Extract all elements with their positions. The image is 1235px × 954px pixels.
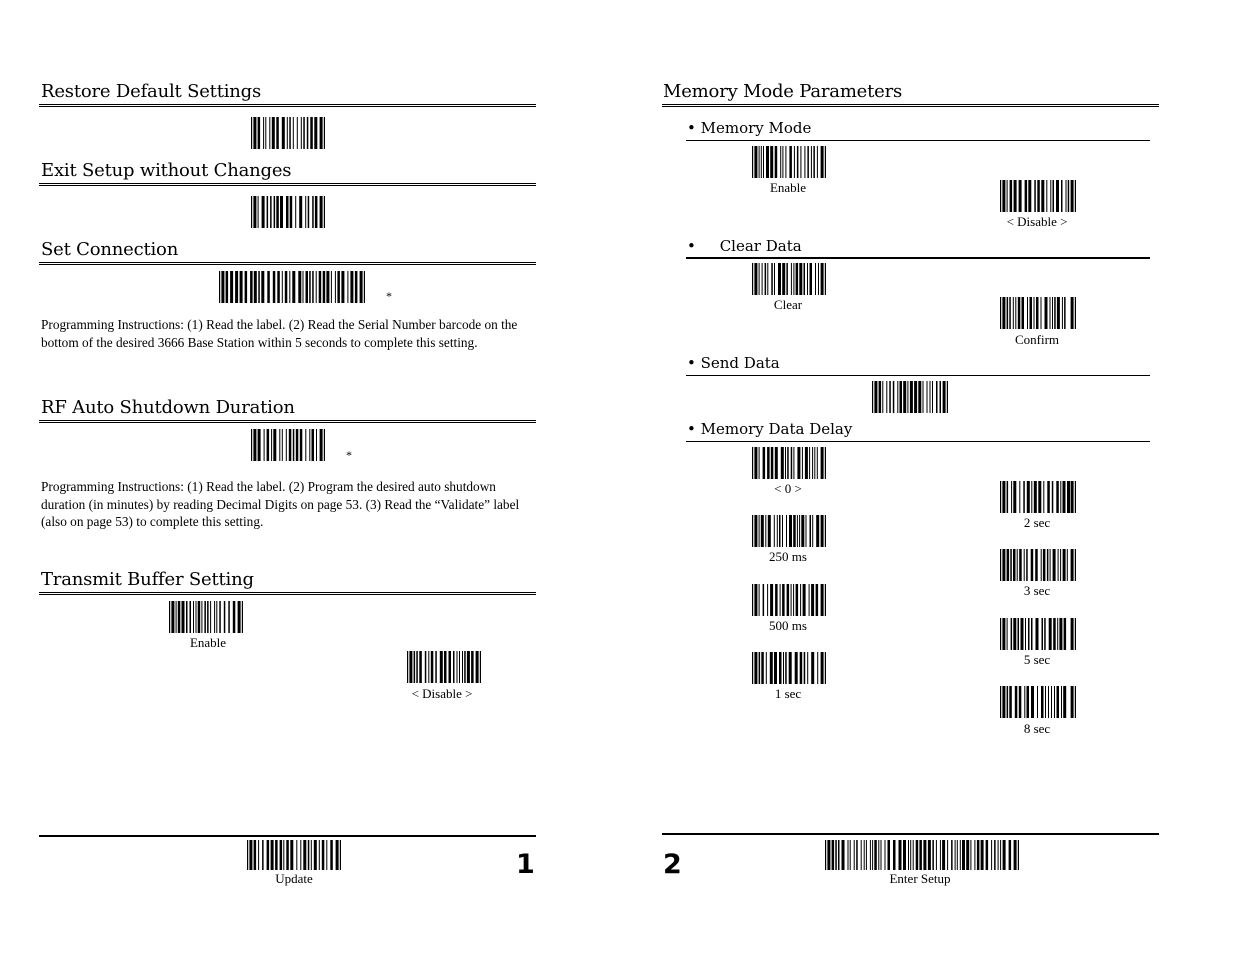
barcode-bars bbox=[1000, 180, 1076, 212]
barcode-bars bbox=[752, 146, 826, 178]
exit-setup-barcode[interactable] bbox=[251, 196, 325, 228]
left-page bbox=[0, 0, 600, 954]
set-connection-barcode[interactable] bbox=[219, 271, 365, 303]
delay-3sec-barcode[interactable] bbox=[1000, 549, 1076, 581]
barcode-bars bbox=[825, 840, 1019, 870]
memory-mode-parameters-title: Memory Mode Parameters bbox=[663, 81, 903, 102]
clear-data-confirm-label: Confirm bbox=[1014, 332, 1060, 347]
barcode-bars bbox=[407, 651, 481, 683]
clear-data-clear-barcode[interactable] bbox=[752, 263, 826, 295]
delay-0-label: < 0 > bbox=[774, 481, 802, 496]
transmit-buffer-disable-label: < Disable > bbox=[411, 686, 473, 701]
send-data-barcode[interactable] bbox=[872, 381, 948, 413]
transmit-buffer-title: Transmit Buffer Setting bbox=[41, 569, 254, 590]
send-data-subtitle: • Send Data bbox=[687, 354, 780, 372]
enter-setup-barcode[interactable] bbox=[825, 840, 1019, 870]
barcode-bars bbox=[247, 840, 341, 870]
update-label: Update bbox=[275, 871, 313, 886]
restore-default-title: Restore Default Settings bbox=[41, 81, 262, 102]
update-barcode[interactable] bbox=[247, 840, 341, 870]
barcode-bars bbox=[1000, 481, 1076, 513]
section-divider bbox=[39, 262, 536, 265]
delay-5sec-label: 5 sec bbox=[1023, 652, 1051, 667]
barcode-bars bbox=[169, 601, 243, 633]
delay-8sec-barcode[interactable] bbox=[1000, 686, 1076, 718]
rf-auto-shutdown-barcode[interactable] bbox=[251, 429, 325, 461]
delay-250ms-label: 250 ms bbox=[769, 549, 807, 564]
delay-0-barcode[interactable] bbox=[752, 447, 826, 479]
delay-5sec-barcode[interactable] bbox=[1000, 618, 1076, 650]
section-divider bbox=[39, 104, 536, 107]
clear-data-subtitle: • Clear Data bbox=[687, 237, 802, 255]
delay-1sec-barcode[interactable] bbox=[752, 652, 826, 684]
delay-3sec-label: 3 sec bbox=[1023, 583, 1051, 598]
memory-mode-disable-label: < Disable > bbox=[1006, 214, 1068, 229]
subsection-divider bbox=[686, 441, 1150, 442]
barcode-bars bbox=[219, 271, 365, 303]
subsection-divider bbox=[686, 257, 1150, 259]
rf-auto-shutdown-title: RF Auto Shutdown Duration bbox=[41, 397, 295, 418]
clear-data-confirm-barcode[interactable] bbox=[1000, 297, 1076, 329]
barcode-bars bbox=[251, 117, 325, 149]
memory-mode-enable-barcode[interactable] bbox=[752, 146, 826, 178]
default-asterisk: * bbox=[386, 289, 392, 303]
enter-setup-label: Enter Setup bbox=[889, 871, 951, 886]
barcode-bars bbox=[752, 447, 826, 479]
rf-auto-shutdown-instructions: Programming Instructions: (1) Read the label. (2) Program the desired auto shutdown duration (in minutes) by reading Decimal Digits on page 53. (3) Read the “Validate” label (also on page 53) to complete this setting. bbox=[41, 479, 520, 529]
section-divider bbox=[39, 592, 536, 595]
memory-mode-subtitle: • Memory Mode bbox=[687, 119, 812, 137]
page-number: 1 bbox=[516, 849, 535, 880]
delay-2sec-label: 2 sec bbox=[1023, 515, 1051, 530]
delay-500ms-barcode[interactable] bbox=[752, 584, 826, 616]
set-connection-instructions: Programming Instructions: (1) Read the label. (2) Read the Serial Number barcode on the bottom of the desired 3666 Base Station within 5 seconds to complete this setting. bbox=[41, 317, 518, 350]
section-divider bbox=[662, 104, 1159, 107]
delay-500ms-label: 500 ms bbox=[769, 618, 807, 633]
barcode-bars bbox=[1000, 297, 1076, 329]
barcode-bars bbox=[251, 429, 325, 461]
memory-mode-enable-label: Enable bbox=[769, 180, 807, 195]
barcode-bars bbox=[752, 584, 826, 616]
footer-rule bbox=[39, 835, 536, 837]
barcode-bars bbox=[872, 381, 948, 413]
section-divider bbox=[39, 183, 536, 186]
set-connection-title: Set Connection bbox=[41, 239, 179, 260]
barcode-bars bbox=[752, 263, 826, 295]
restore-default-barcode[interactable] bbox=[251, 117, 325, 149]
barcode-bars bbox=[1000, 549, 1076, 581]
right-page bbox=[620, 0, 1235, 954]
barcode-bars bbox=[752, 515, 826, 547]
delay-8sec-label: 8 sec bbox=[1023, 721, 1051, 736]
section-divider bbox=[39, 420, 536, 423]
transmit-buffer-enable-label: Enable bbox=[189, 635, 227, 650]
memory-data-delay-subtitle: • Memory Data Delay bbox=[687, 420, 853, 438]
barcode-bars bbox=[251, 196, 325, 228]
subsection-divider bbox=[686, 140, 1150, 141]
transmit-buffer-disable-barcode[interactable] bbox=[407, 651, 481, 683]
barcode-bars bbox=[752, 652, 826, 684]
memory-mode-disable-barcode[interactable] bbox=[1000, 180, 1076, 212]
delay-2sec-barcode[interactable] bbox=[1000, 481, 1076, 513]
default-asterisk: * bbox=[346, 448, 352, 462]
subsection-divider bbox=[686, 375, 1150, 376]
clear-data-clear-label: Clear bbox=[773, 297, 803, 312]
delay-1sec-label: 1 sec bbox=[774, 686, 802, 701]
footer-rule bbox=[662, 833, 1159, 835]
barcode-bars bbox=[1000, 686, 1076, 718]
delay-250ms-barcode[interactable] bbox=[752, 515, 826, 547]
page-number: 2 bbox=[663, 849, 682, 880]
exit-setup-title: Exit Setup without Changes bbox=[41, 160, 292, 181]
transmit-buffer-enable-barcode[interactable] bbox=[169, 601, 243, 633]
barcode-bars bbox=[1000, 618, 1076, 650]
